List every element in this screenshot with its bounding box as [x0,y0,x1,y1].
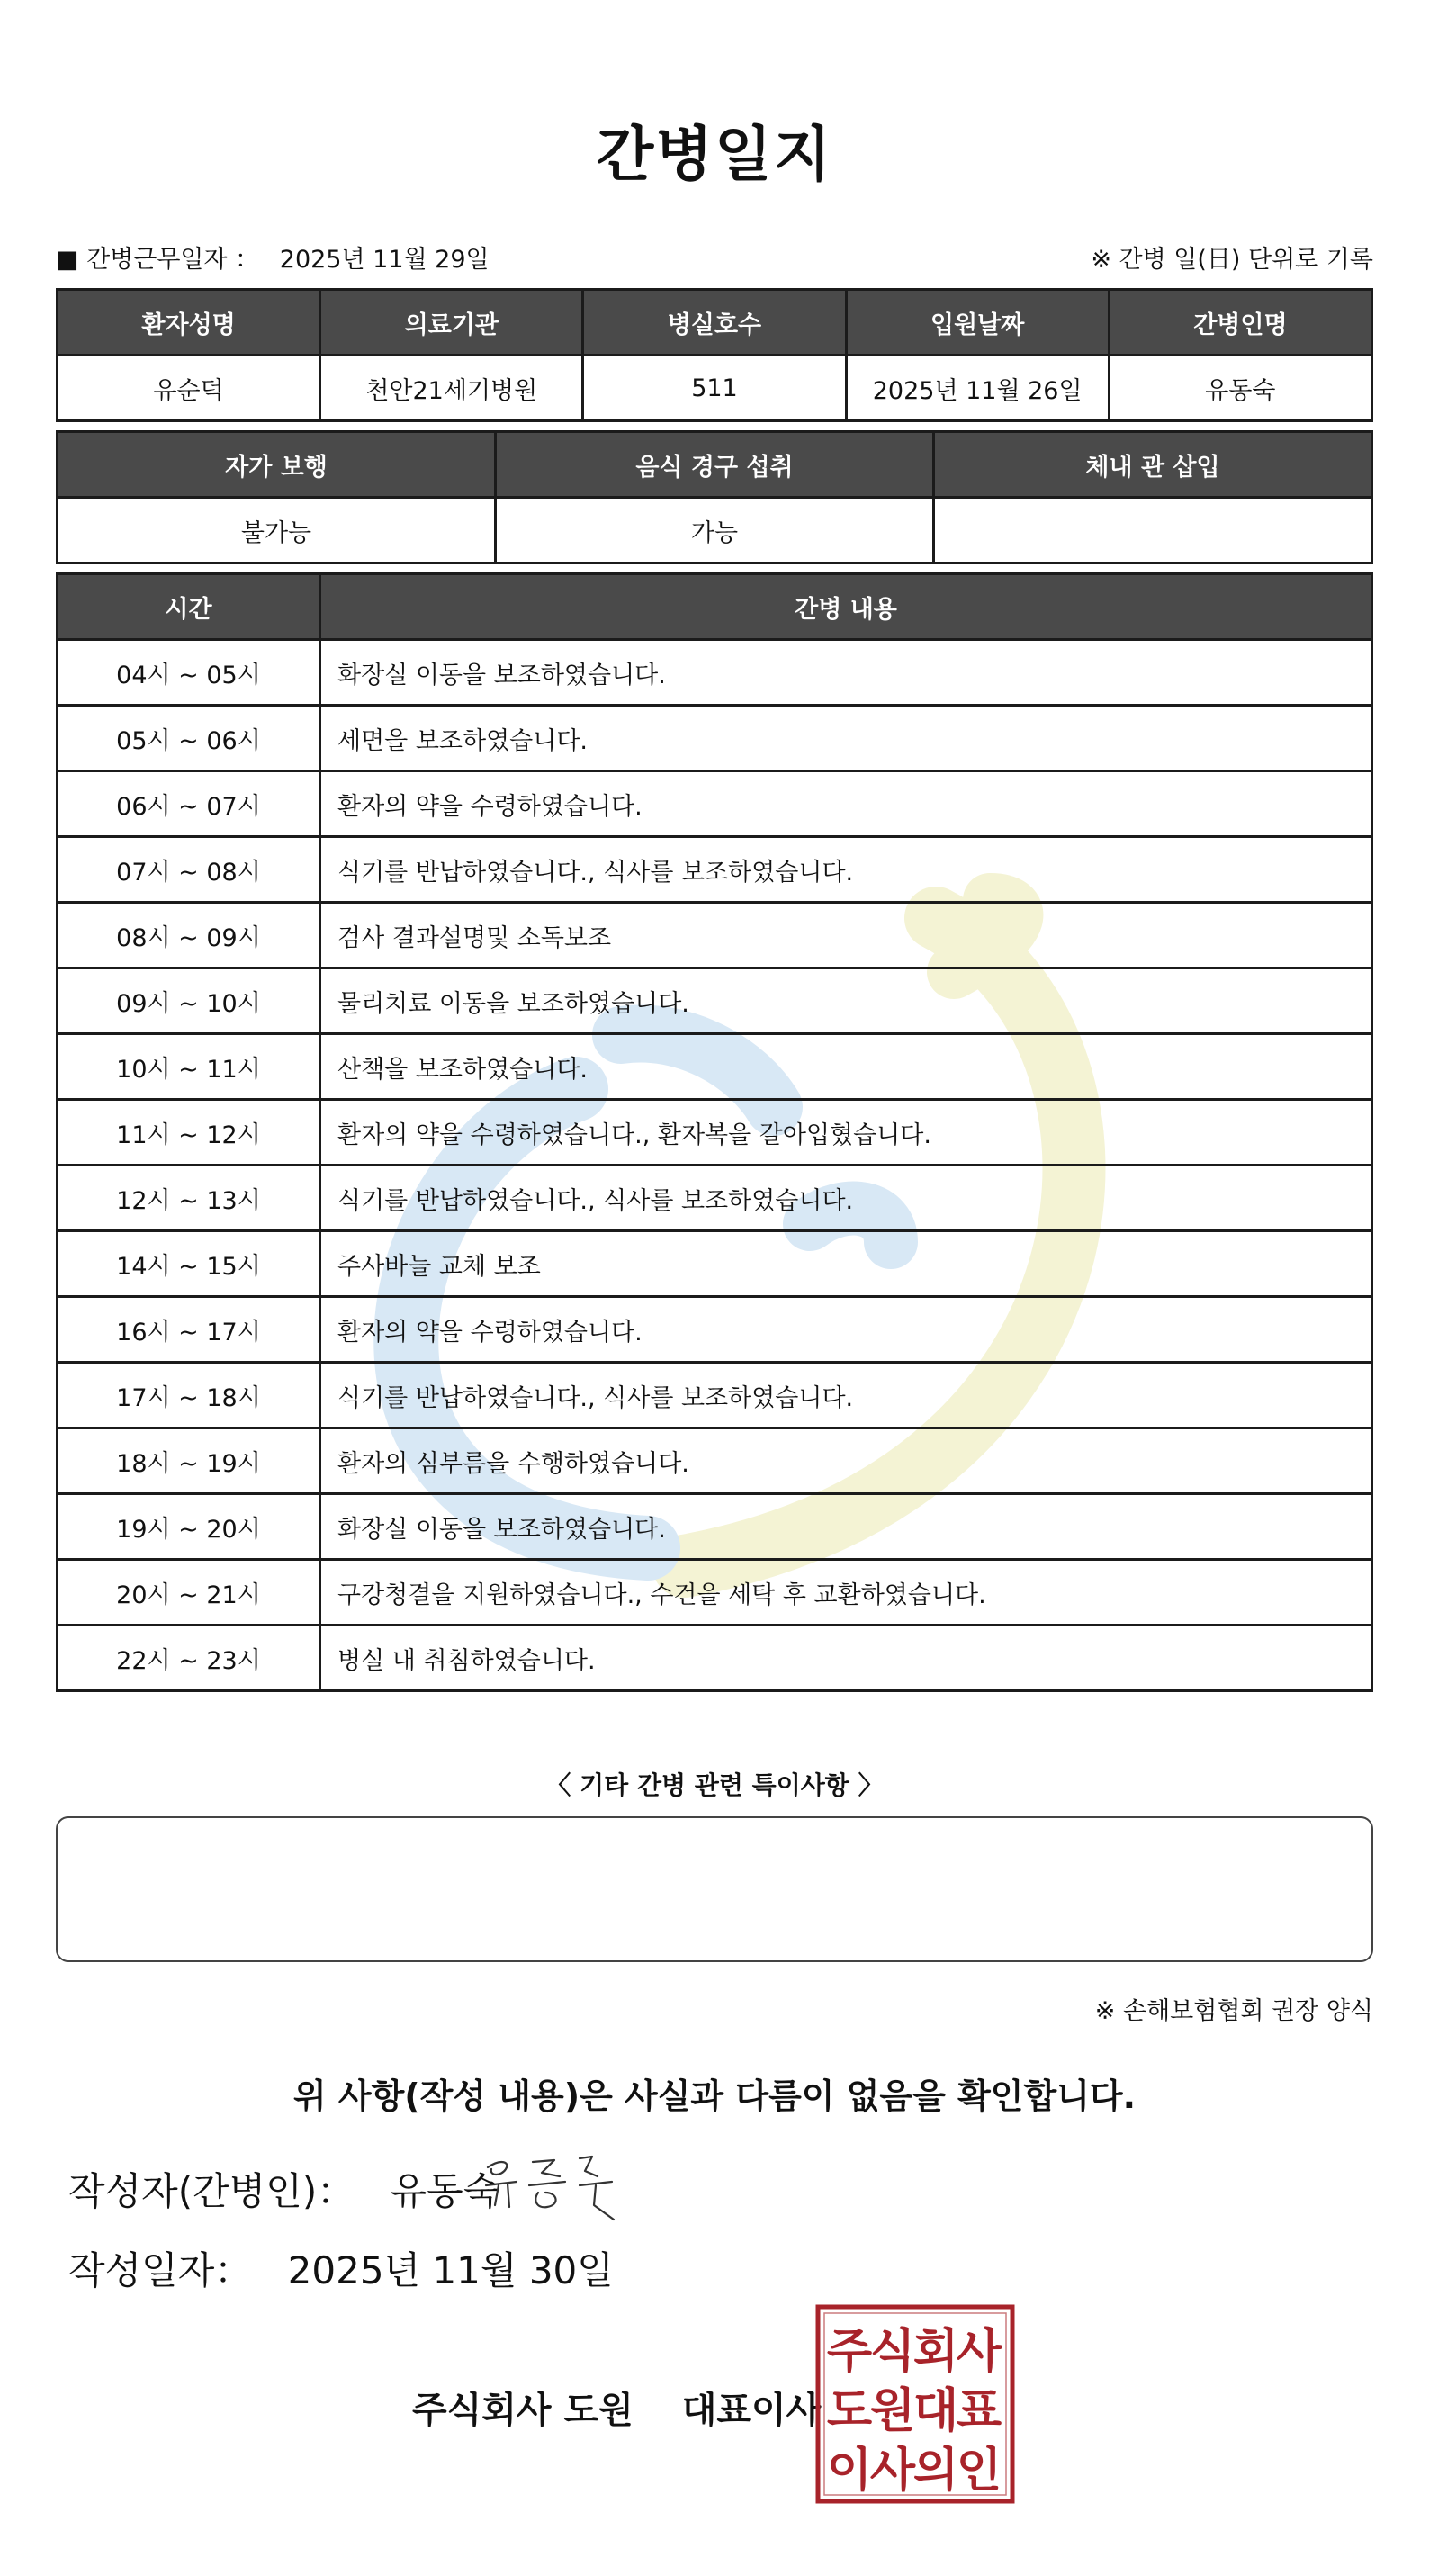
status-header-row [58,432,1372,498]
svg-text:회: 회 [912,2325,959,2379]
care-log-row [58,706,1372,771]
work-date-value: 2025년 11월 29일 [279,246,490,274]
care-content: 구강청결을 지원하였습니다., 수건을 세탁 후 교환하였습니다. [320,1560,1372,1626]
special-notes-heading: 〈 기타 간병 관련 특이사항 〉 [545,1770,884,1800]
care-log-row [58,1034,1372,1100]
special-notes-content [58,1818,1371,1847]
patient-name: 유순덕 [58,356,320,421]
header-tube-insertion: 체내 관 삽입 [934,432,1372,498]
company-seal [815,2304,1015,2504]
author-label: 작성자(간병인)： [68,2169,355,2213]
care-content: 식기를 반납하였습니다., 식사를 보조하였습니다. [320,1363,1372,1428]
svg-text:이: 이 [826,2444,873,2498]
patient-status-table [56,430,1373,564]
care-time: 12시 ~ 13시 [58,1166,320,1231]
care-time: 14시 ~ 15시 [58,1231,320,1297]
care-log-row [58,1626,1372,1691]
svg-text:도: 도 [826,2384,873,2438]
care-content: 환자의 약을 수령하였습니다. [320,771,1372,837]
care-time: 18시 ~ 19시 [58,1428,320,1494]
svg-text:사: 사 [956,2325,1002,2379]
care-content: 환자의 심부름을 수행하였습니다. [320,1428,1372,1494]
written-date-row [68,2241,614,2295]
work-date-label: ■ 간병근무일자 ： [56,246,260,274]
svg-text:인: 인 [956,2444,1002,2498]
care-content: 주사바늘 교체 보조 [320,1231,1372,1297]
care-log-rows [58,640,1372,1691]
unit-note: ※ 간병 일(日) 단위로 기록 [1091,246,1373,274]
svg-text:식: 식 [869,2325,916,2379]
tube-insertion-value [934,498,1372,563]
care-log-row [58,1297,1372,1363]
care-log-row [58,903,1372,968]
care-time: 07시 ~ 08시 [58,837,320,903]
hospital-name: 천안21세기병원 [320,356,583,421]
care-log-row [58,1560,1372,1626]
care-content: 식기를 반납하였습니다., 식사를 보조하였습니다. [320,1166,1372,1231]
care-content: 산책을 보조하였습니다. [320,1034,1372,1100]
care-header-row [58,574,1372,640]
care-log-row [58,640,1372,706]
header-room-number: 병실호수 [583,290,846,356]
room-number: 511 [583,356,846,421]
document-title: 간병일지 [596,120,833,189]
care-time: 11시 ~ 12시 [58,1100,320,1166]
care-log-row [58,1231,1372,1297]
care-log-row [58,968,1372,1034]
care-log-row [58,771,1372,837]
header-patient-name: 환자성명 [58,290,320,356]
patient-header-row [58,290,1372,356]
form-source-note: ※ 손해보험협회 권장 양식 [1094,1997,1373,2025]
care-log-row [58,1100,1372,1166]
care-content: 환자의 약을 수령하였습니다. [320,1297,1372,1363]
care-log-row [58,1494,1372,1560]
care-content: 화장실 이동을 보조하였습니다. [320,1494,1372,1560]
admission-date: 2025년 11월 26일 [846,356,1109,421]
header-care-content: 간병 내용 [320,574,1372,640]
caregiver-name: 유동숙 [1109,356,1371,421]
confirmation-statement: 위 사항(작성 내용)은 사실과 다름이 없음을 확인합니다. [292,2076,1137,2116]
care-content: 화장실 이동을 보조하였습니다. [320,640,1372,706]
svg-text:사: 사 [869,2444,916,2498]
handwritten-signature [479,2149,632,2230]
care-time: 17시 ~ 18시 [58,1363,320,1428]
company-name: 주식회사 도원 [412,2390,634,2431]
status-value-row [58,498,1372,563]
written-date-value: 2025년 11월 30일 [287,2248,614,2292]
work-date [56,239,490,275]
care-time: 06시 ~ 07시 [58,771,320,837]
care-content: 환자의 약을 수령하였습니다., 환자복을 갈아입혔습니다. [320,1100,1372,1166]
care-content: 검사 결과설명및 소독보조 [320,903,1372,968]
care-content: 병실 내 취침하였습니다. [320,1626,1372,1691]
care-log-row [58,1363,1372,1428]
header-hospital: 의료기관 [320,290,583,356]
care-time: 22시 ~ 23시 [58,1626,320,1691]
svg-text:주: 주 [826,2325,873,2379]
header-caregiver-name: 간병인명 [1109,290,1371,356]
header-admission-date: 입원날짜 [846,290,1109,356]
patient-value-row [58,356,1372,421]
care-time: 16시 ~ 17시 [58,1297,320,1363]
care-content: 식기를 반납하였습니다., 식사를 보조하였습니다. [320,837,1372,903]
header-self-walking: 자가 보행 [58,432,496,498]
company-line [412,2382,821,2433]
patient-info-table [56,288,1373,422]
header-oral-intake: 음식 경구 섭취 [496,432,934,498]
svg-text:대: 대 [912,2384,959,2438]
written-date-label: 작성일자： [68,2248,253,2292]
care-log-table [56,572,1373,1692]
care-log-row [58,837,1372,903]
care-log-row [58,1166,1372,1231]
special-notes-box [56,1816,1373,1962]
svg-text:표: 표 [956,2384,1002,2438]
svg-text:의: 의 [912,2444,959,2498]
representative-title: 대표이사 [681,2390,822,2431]
self-walking-value: 불가능 [58,498,496,563]
oral-intake-value: 가능 [496,498,934,563]
care-time: 20시 ~ 21시 [58,1560,320,1626]
header-time: 시간 [58,574,320,640]
svg-text:원: 원 [869,2384,916,2438]
care-time: 09시 ~ 10시 [58,968,320,1034]
care-time: 10시 ~ 11시 [58,1034,320,1100]
care-time: 08시 ~ 09시 [58,903,320,968]
care-time: 04시 ~ 05시 [58,640,320,706]
care-log-row [58,1428,1372,1494]
care-content: 물리치료 이동을 보조하였습니다. [320,968,1372,1034]
care-time: 19시 ~ 20시 [58,1494,320,1560]
care-content: 세면을 보조하였습니다. [320,706,1372,771]
care-time: 05시 ~ 06시 [58,706,320,771]
author-row [68,2162,499,2216]
author-name: 유동숙 [390,2169,500,2213]
